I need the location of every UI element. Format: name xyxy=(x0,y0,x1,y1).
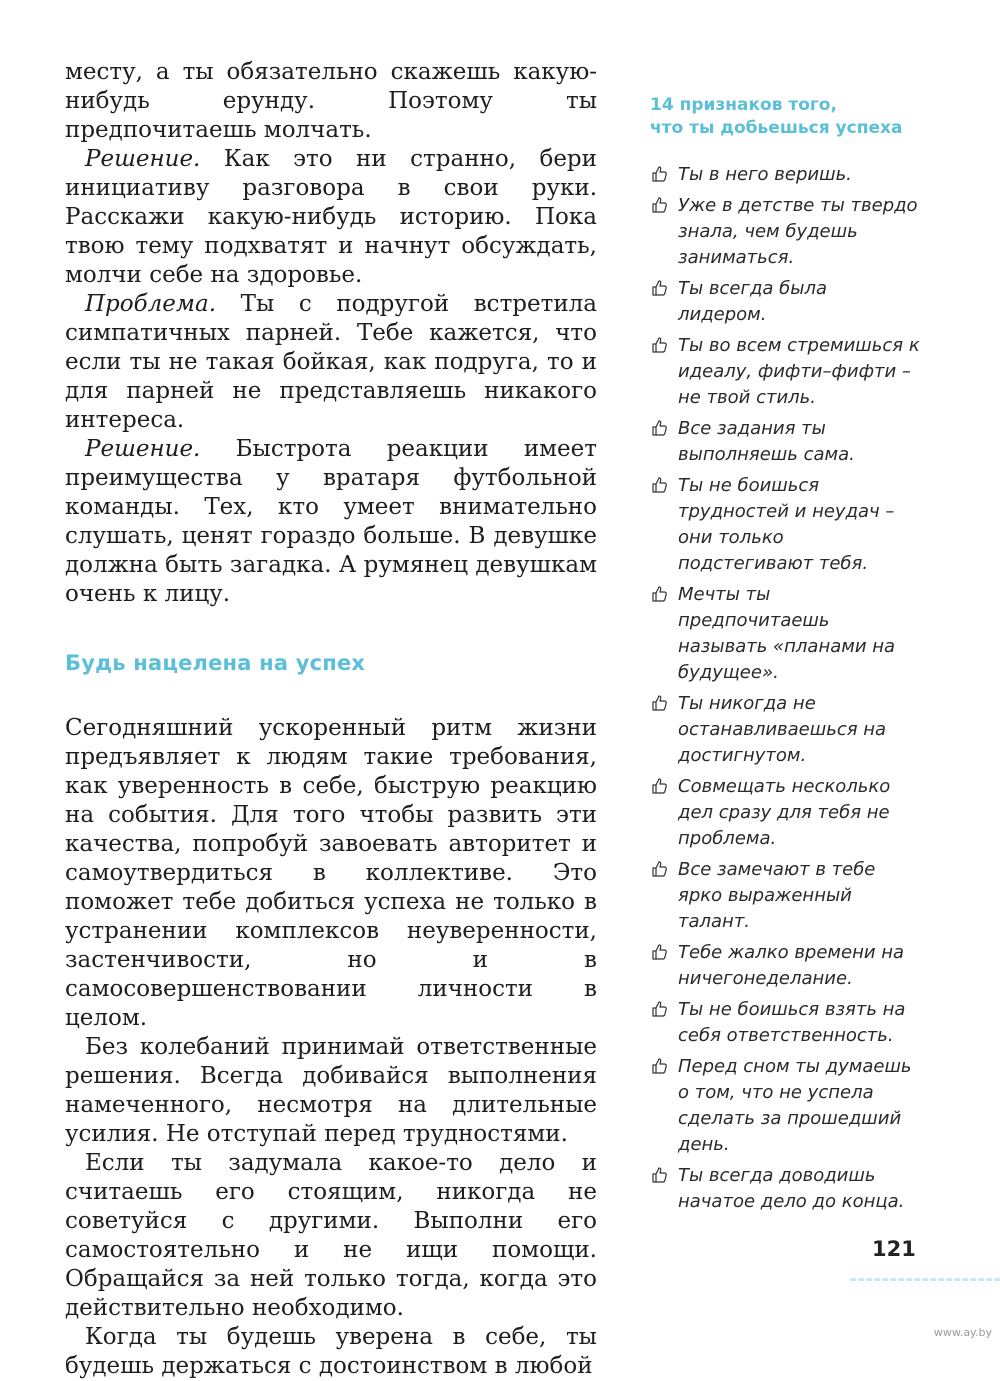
sign-item xyxy=(650,473,920,577)
body-paragraph xyxy=(65,145,597,290)
watermark: www.ay.by xyxy=(933,1326,992,1339)
thumbs-up-icon xyxy=(650,165,668,183)
sign-item-text: Совмещать несколько дел сразу для тебя не проблема. xyxy=(678,776,891,849)
sign-item xyxy=(650,162,920,188)
paragraph-lead: Решение. xyxy=(85,146,201,172)
thumbs-up-icon xyxy=(650,476,668,494)
body-paragraph: Когда ты будешь уверена в себе, ты будешь держаться с достоинством в любой xyxy=(65,1324,597,1379)
thumbs-up-icon xyxy=(650,777,668,795)
sign-item-text: Уже в детстве ты твердо знала, чем будешь заниматься. xyxy=(678,195,918,268)
sign-item-text: Ты всегда была лидером. xyxy=(678,278,828,325)
thumbs-up-icon xyxy=(650,196,668,214)
sign-item-text: Все замечают в тебе ярко выраженный талант. xyxy=(678,859,876,932)
sign-item-text: Ты во всем стремишься к идеалу, фифти–фифти – не твой стиль. xyxy=(678,335,920,408)
thumbs-up-icon xyxy=(650,1000,668,1018)
thumbs-up-icon xyxy=(650,860,668,878)
sign-item xyxy=(650,1054,920,1158)
sign-item xyxy=(650,1163,920,1215)
thumbs-up-icon xyxy=(650,336,668,354)
body-paragraph: Если ты задумала какое-то дело и считаешь его стоящим, никогда не советуйся с другими. Выполни его самостоятельно и не ищи помощи. Обращайся за ней только тогда, когда это действительно необходимо. xyxy=(65,1150,597,1321)
sidebar-title xyxy=(650,94,920,140)
thumbs-up-icon xyxy=(650,279,668,297)
paragraph-text: Быстрота реакции имеет преимущества у вратаря футбольной команды. Тех, кто умеет внимательно слушать, ценят гораздо больше. В девушке должна быть загадка. А румянец девушкам очень к лицу. xyxy=(65,436,597,607)
paragraph-text: месту, а ты обязательно скажешь какую-нибудь ерунду. Поэтому ты предпочитаешь молчать. xyxy=(65,59,597,143)
body-text-before xyxy=(65,58,597,609)
sign-item xyxy=(650,940,920,992)
sign-item xyxy=(650,691,920,769)
body-paragraph: Сегодняшний ускоренный ритм жизни предъявляет к людям такие требования, как уверенность в себе, быструю реакцию на события. Для того чтобы развить эти качества, попробуй завоевать авторитет и самоутвердиться в коллективе. Это поможет тебе добиться успеха не только в устранении комплексов неуверенности, застенчивости, но и в самосовершенствовании личности в целом. xyxy=(65,715,597,1031)
signs-list xyxy=(650,162,920,1215)
sign-item-text: Ты никогда не останавливаешься на достигнутом. xyxy=(678,693,887,766)
sign-item-text: Ты не боишься взять на себя ответственность. xyxy=(678,999,906,1046)
sign-item-text: Тебе жалко времени на ничегонеделание. xyxy=(678,942,905,989)
body-paragraph xyxy=(65,435,597,609)
sign-item-text: Перед сном ты думаешь о том, что не успела сделать за прошедший день. xyxy=(678,1056,912,1155)
page-number-rule xyxy=(850,1278,1000,1281)
sidebar-title-line2: что ты добьешься успеха xyxy=(650,118,903,138)
sidebar-box xyxy=(650,94,920,1220)
paragraph-text: Ты с подругой встретила симпатичных парней. Тебе кажется, что если ты не такая бойкая, как подруга, то и для парней не представляешь никакого интереса. xyxy=(65,291,597,433)
paragraph-text: Как это ни странно, бери инициативу разговора в свои руки. Расскажи какую-нибудь историю. Пока твою тему подхватят и начнут обсуждать, молчи себе на здоровье. xyxy=(65,146,597,288)
sign-item xyxy=(650,857,920,935)
paragraph-lead: Решение. xyxy=(85,436,201,462)
sign-item-text: Все задания ты выполняешь сама. xyxy=(678,418,855,465)
sign-item xyxy=(650,416,920,468)
sign-item-text: Ты не боишься трудностей и неудач – они только подстегивают тебя. xyxy=(678,475,895,574)
sign-item xyxy=(650,774,920,852)
main-column xyxy=(65,58,597,1381)
thumbs-up-icon xyxy=(650,694,668,712)
sign-item xyxy=(650,276,920,328)
body-paragraph: Без колебаний принимай ответственные решения. Всегда добивайся выполнения намеченного, несмотря на длительные усилия. Не отступай перед трудностями. xyxy=(65,1034,597,1147)
sign-item xyxy=(650,582,920,686)
thumbs-up-icon xyxy=(650,419,668,437)
section-heading: Будь нацелена на успех xyxy=(65,651,366,675)
sign-item xyxy=(650,333,920,411)
body-paragraph xyxy=(65,58,597,145)
sign-item-text: Мечты ты предпочитаешь называть «планами на будущее». xyxy=(678,584,896,683)
thumbs-up-icon xyxy=(650,585,668,603)
sign-item-text: Ты всегда доводишь начатое дело до конца. xyxy=(678,1165,905,1212)
thumbs-up-icon xyxy=(650,1166,668,1184)
sidebar-title-line1: 14 признаков того, xyxy=(650,95,837,115)
thumbs-up-icon xyxy=(650,1057,668,1075)
paragraph-lead: Проблема. xyxy=(85,291,217,317)
body-text-after xyxy=(65,714,597,1381)
sign-item xyxy=(650,997,920,1049)
body-paragraph xyxy=(65,290,597,435)
sign-item-text: Ты в него веришь. xyxy=(678,164,852,185)
thumbs-up-icon xyxy=(650,943,668,961)
page-number: 121 xyxy=(872,1237,916,1261)
sign-item xyxy=(650,193,920,271)
